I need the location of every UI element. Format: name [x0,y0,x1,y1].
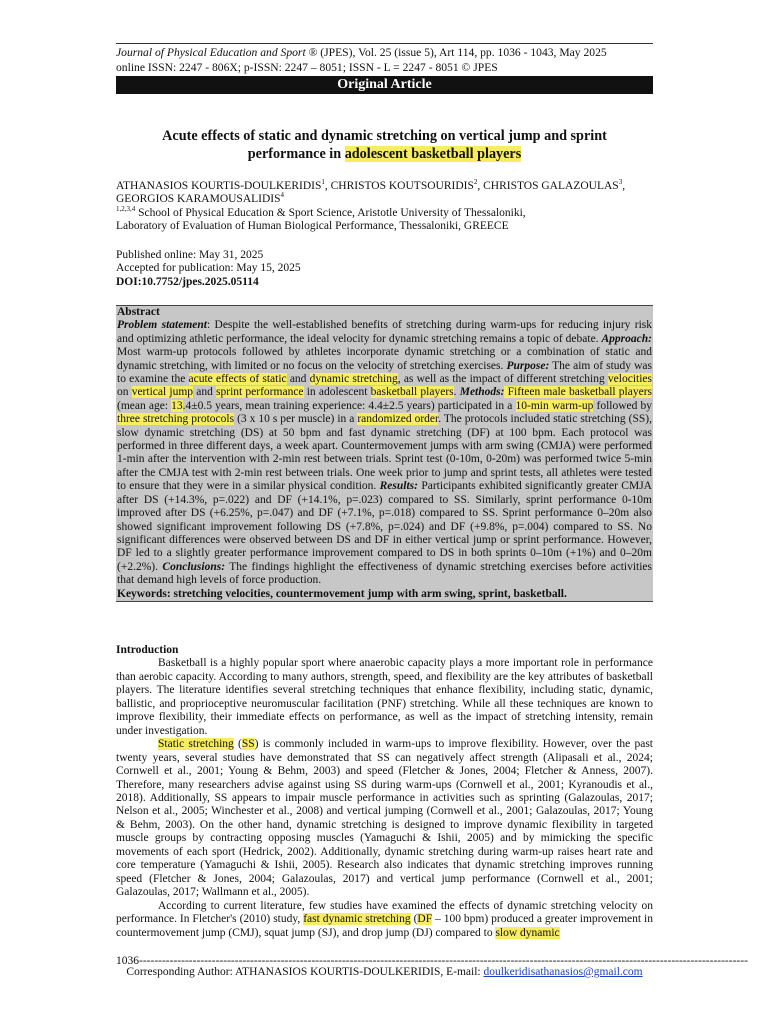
affiliation-line-1 [116,207,653,220]
abstract-text: on [117,386,132,399]
title-line-2 [116,145,653,163]
highlight: Static stretching [158,738,234,751]
highlight: acute effects of static [188,373,287,386]
abstract-text: followed by [593,399,652,412]
author-1-sup: 1 [321,178,325,187]
highlight: Fifteen male basketball players [504,386,652,399]
highlight: randomized order [357,413,439,426]
author-2: , CHRISTOS KOUTSOURIDIS [324,180,474,192]
abstract-text: . [453,386,460,399]
author-3-sup: 3 [618,178,623,187]
author-1: ATHANASIOS KOURTIS-DOULKERIDIS [116,180,322,192]
doi: DOI:10.7752/jpes.2025.05114 [116,275,259,288]
email-link[interactable]: doulkeridisathanasios@gmail.com [483,966,643,978]
paragraph-text: ( [233,738,242,751]
abstract-body [117,319,652,587]
paragraph-text: According to current literature, few studies have examined the effects of dynamic stretching velocity on performance. In Fletcher's (2010) study, [116,899,653,926]
author-list [116,180,653,207]
author-4: GEORGIOS KARAMOUSALIDIS [116,193,281,206]
author-line-2 [116,193,653,206]
author-3-comma: , [622,180,626,192]
title-line-1: Acute effects of static and dynamic stretching on vertical jump and sprint [162,128,607,144]
abstract-text: , as well as the impact of different stretching [397,373,608,386]
affiliation-1: School of Physical Education & Sport Science, Aristotle University of Thessaloniki, [135,207,526,219]
abstract-approach-text: Most warm-up protocols followed by athletes incorporate dynamic stretching or a combination of static and dynamic stretching, with limited or no focus on the velocity of stretching exercises. [117,346,652,372]
abstract-box [116,305,653,602]
affiliation-2: Laboratory of Evaluation of Human Biological Performance, Thessaloniki, GREECE [116,220,509,233]
author-3: , CHRISTOS GALAZOULAS [477,180,619,192]
article-type-banner: Original Article [116,76,653,94]
paragraph-text: – 100 bpm) produced a greater improvement in countermovement jump (CMJ), squat jump (SJ), and drop jump (DJ) compared to [116,913,653,939]
article-title [116,127,653,163]
title-highlight: adolescent basketball players [344,146,522,162]
section-heading: Introduction [116,644,179,656]
highlight: velocities [607,373,652,386]
abstract-conclusions-label: Conclusions: [162,560,226,573]
author-4-sup: 4 [280,191,285,200]
accepted-date: Accepted for publication: May 15, 2025 [116,262,301,275]
highlight: vertical jump [131,386,194,399]
journal-citation [116,46,653,60]
abstract-text: .4±0.5 years, mean training experience: 4.4±2.5 years) participated in a [182,399,516,412]
highlight: 13 [171,399,183,412]
abstract-text: (3 x 10 s per muscle) in a [234,413,358,426]
abstract-approach-label: Approach: [601,332,652,345]
abstract-text: and [286,373,310,386]
highlight: three stretching protocols [117,413,235,426]
highlight: sprint performance [216,386,304,399]
abstract-purpose-label: Purpose: [506,359,550,372]
issn-line: online ISSN: 2247 - 806X; p-ISSN: 2247 – 8051; ISSN - L = 2247 - 8051 © JPES [116,61,498,74]
author-line-1 [116,180,653,193]
top-rule [116,43,653,44]
abstract-purpose-text: The aim of study was to examine the [117,359,652,386]
highlight: basketball players [370,386,454,399]
publication-info [116,249,653,289]
abstract-methods-label: Methods: [459,386,505,399]
abstract-problem-label: Problem statement [117,319,207,332]
abstract-text: (mean age: [117,399,172,412]
paragraph-text: ) is commonly included in warm-ups to improve flexibility. However, over the past twenty years, several studies have demonstrated that SS can negatively affect strength (Alipasali et al., 2024; Cornwell et al., 2001; Young & Behm, 2003) and speed (Fletcher & Jones, 2004; Fletcher & Anness, 2007). Therefore, many researchers advise against using SS during warm-ups (Cornwell et al., 2001; Kyranoudis et al., 2018). Additionally, SS appears to impair muscle performance in activities such as sprinting (Galazoulas, 2017; Nelson et al., 2005; Winchester et al., 2008) and vertical jumping (Cornwell et al., 2001; Galazoulas, 2017; Young & Behm, 2003). On the other hand, dynamic stretching is designed to improve dynamic flexibility in targeted muscle groups by contracting opposing muscles (Yamaguchi & Ishii, 2005) and by mimicking the specific movements of each sport (Hedrick, 2002). Additionally, dynamic stretching during warm-up raises heart rate and core temperature (Yamaguchi & Ishii, 2005). Research also indicates that dynamic stretching improves running speed (Fletcher & Jones, 2004; Galazoulas, 2017) and vertical jump performance (Cornwell et al., 2001; Galazoulas, 2017; Wallmann et al., 2005). [116,738,653,899]
page-number-line: 1036--------------------------------------------------------------------------------------------------------------------------------------------------------------- [116,955,748,967]
abstract-text: in adolescent [303,386,371,399]
published-date: Published online: May 31, 2025 [116,249,264,261]
author-2-sup: 2 [473,178,478,187]
highlight: SS [241,738,255,751]
highlight: slow dynamic [495,926,560,939]
journal-details: ® (JPES), Vol. 25 (issue 5), Art 114, pp. 1036 - 1043, May 2025 [305,46,607,59]
highlight: dynamic stretching [309,373,398,386]
highlight: DF [417,913,433,926]
paragraph-text: ( [410,913,418,926]
abstract-heading: Abstract [117,306,160,318]
paragraph [116,900,653,940]
affiliation-sup: 1,2,3,4 [116,205,136,214]
abstract-results-label: Results: [379,480,418,493]
corresponding-author [116,966,653,979]
corresponding-label: Corresponding Author: ATHANASIOS KOURTIS-DOULKERIDIS, E-mail: [126,966,484,978]
abstract-conclusions-text: The findings highlight the effectiveness of dynamic stretching exercises before activities that demand high levels of force production. [117,560,652,587]
highlight: fast dynamic stretching [303,913,411,926]
abstract-problem-text: : Despite the well-established benefits of stretching during warm-ups for reducing injury risk and optimizing athletic performance, the ideal velocity for dynamic stretching remains a topic of debate. [117,319,653,345]
title-line-2-text: performance in [247,146,345,162]
introduction-section [116,644,653,940]
paragraph: Basketball is a highly popular sport where anaerobic capacity plays a more important role in performance than aerobic capacity. According to many authors, strength, speed, and flexibility are the key attributes of basketball players. The literature identifies several stretching techniques that enhance flexibility, including static, dynamic, ballistic, and proprioceptive neuromuscular facilitation (PNF) stretching. While all these techniques are known to improve flexibility, their immediate effects on performance, as well as the impact of stretching intensity, remain under investigation. [116,657,653,737]
abstract-text: and [193,386,217,399]
journal-name: Journal of Physical Education and Sport [116,46,306,59]
abstract-text: . The protocols included static stretching (SS), slow dynamic stretching (DS) at 50 bpm and fast dynamic stretching (DF) at 100 bpm. Each protocol was performed in three different days, a week apart. Countermovement jumps with arm swing (CMJA) were performed 1-min after the intervention with 2-min rest between trials. Sprint test (0-10m, 0-20m) was performed twice 5-min after the CMJA test with 2-min rest between trials. One week prior to jump and sprint tests, all athletes were tested to ensure that they were in a similar physical condition. [117,413,652,493]
affiliation [116,207,653,234]
highlight: 10-min warm-up [515,399,594,412]
paragraph [116,738,653,899]
abstract-results-text: Participants exhibited significantly greater CMJA after DS (+14.3%, p=.022) and DF (+14.1%, p=.023) compared to SS. Similarly, sprint performance 0-10m improved after DS (+6.25%, p=.047) and DF (+7.1%, p=.018) compared to SS. Sprint performance 0–20m also showed significant improvement following DS (+7.8%, p=.024) and DF (+9.8%, p=.004) compared to SS. No significant differences were observed between DS and DF in either vertical jump or sprint performance. However, DF led to a slightly greater performance improvement compared to DS in both sprints 0–10m (+1%) and 0–20m (+2.2%). [117,480,652,573]
keywords: Keywords: stretching velocities, countermovement jump with arm swing, sprint, basketball. [117,587,567,600]
